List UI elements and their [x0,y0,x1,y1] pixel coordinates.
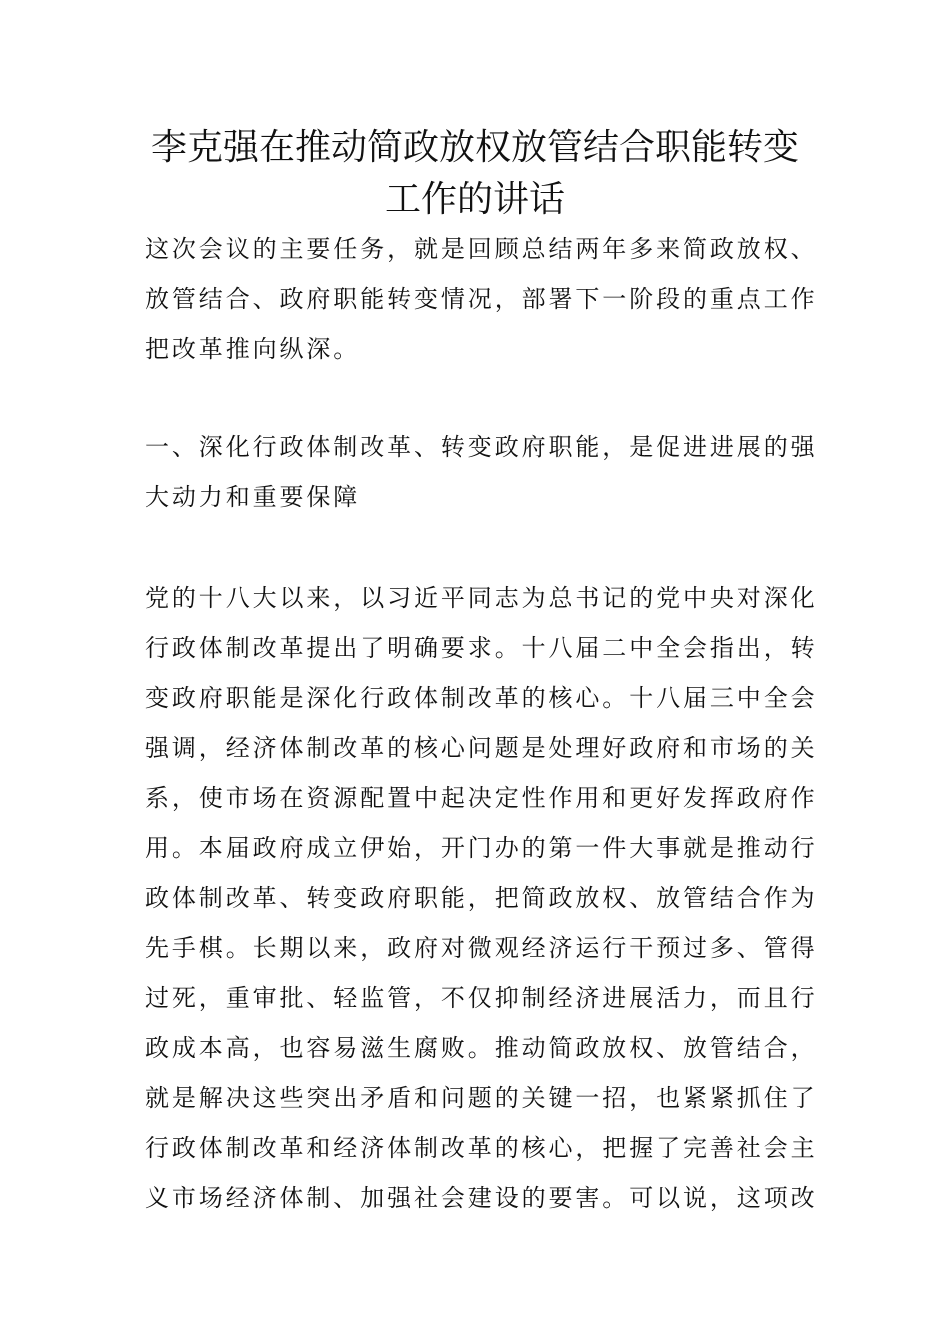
text-line: 放管结合、政府职能转变情况，部署下一阶段的重点工作 [145,285,818,313]
text-line: 这次会议的主要任务，就是回顾总结两年多来简政放权、 [145,235,818,263]
body-paragraph [145,573,818,1223]
text-line: 一、深化行政体制改革、转变政府职能，是促进进展的强 [145,433,818,461]
text-line: 行政体制改革提出了明确要求。十八届二中全会指出，转 [145,634,818,662]
text-line: 党的十八大以来，以习近平同志为总书记的党中央对深化 [145,584,818,612]
text-line: 就是解决这些突出矛盾和问题的关键一招，也紧紧抓住了 [145,1084,818,1112]
text-line: 义市场经济体制、加强社会建设的要害。可以说，这项改 [145,1184,818,1212]
text-line: 过死，重审批、轻监管，不仅抑制经济进展活力，而且行 [145,984,818,1012]
title-line: 李克强在推动简政放权放管结合职能转变 [150,127,799,168]
text-line: 行政体制改革和经济体制改革的核心，把握了完善社会主 [145,1134,818,1162]
text-line: 强调，经济体制改革的核心问题是处理好政府和市场的关 [145,734,818,762]
intro-paragraph [145,224,818,374]
text-line: 系，使市场在资源配置中起决定性作用和更好发挥政府作 [145,784,818,812]
text-line: 政体制改革、转变政府职能，把简政放权、放管结合作为 [145,884,818,912]
text-line: 大动力和重要保障 [145,483,361,511]
text-line: 先手棋。长期以来，政府对微观经济运行干预过多、管得 [145,934,818,962]
text-line: 变政府职能是深化行政体制改革的核心。十八届三中全会 [145,684,818,712]
section-heading [145,422,818,522]
text-line: 把改革推向纵深。 [145,335,361,363]
text-line: 用。本届政府成立伊始，开门办的第一件大事就是推动行 [145,834,818,862]
document-title [120,122,830,226]
title-line: 工作的讲话 [384,179,565,220]
text-line: 政成本高，也容易滋生腐败。推动简政放权、放管结合， [145,1034,818,1062]
